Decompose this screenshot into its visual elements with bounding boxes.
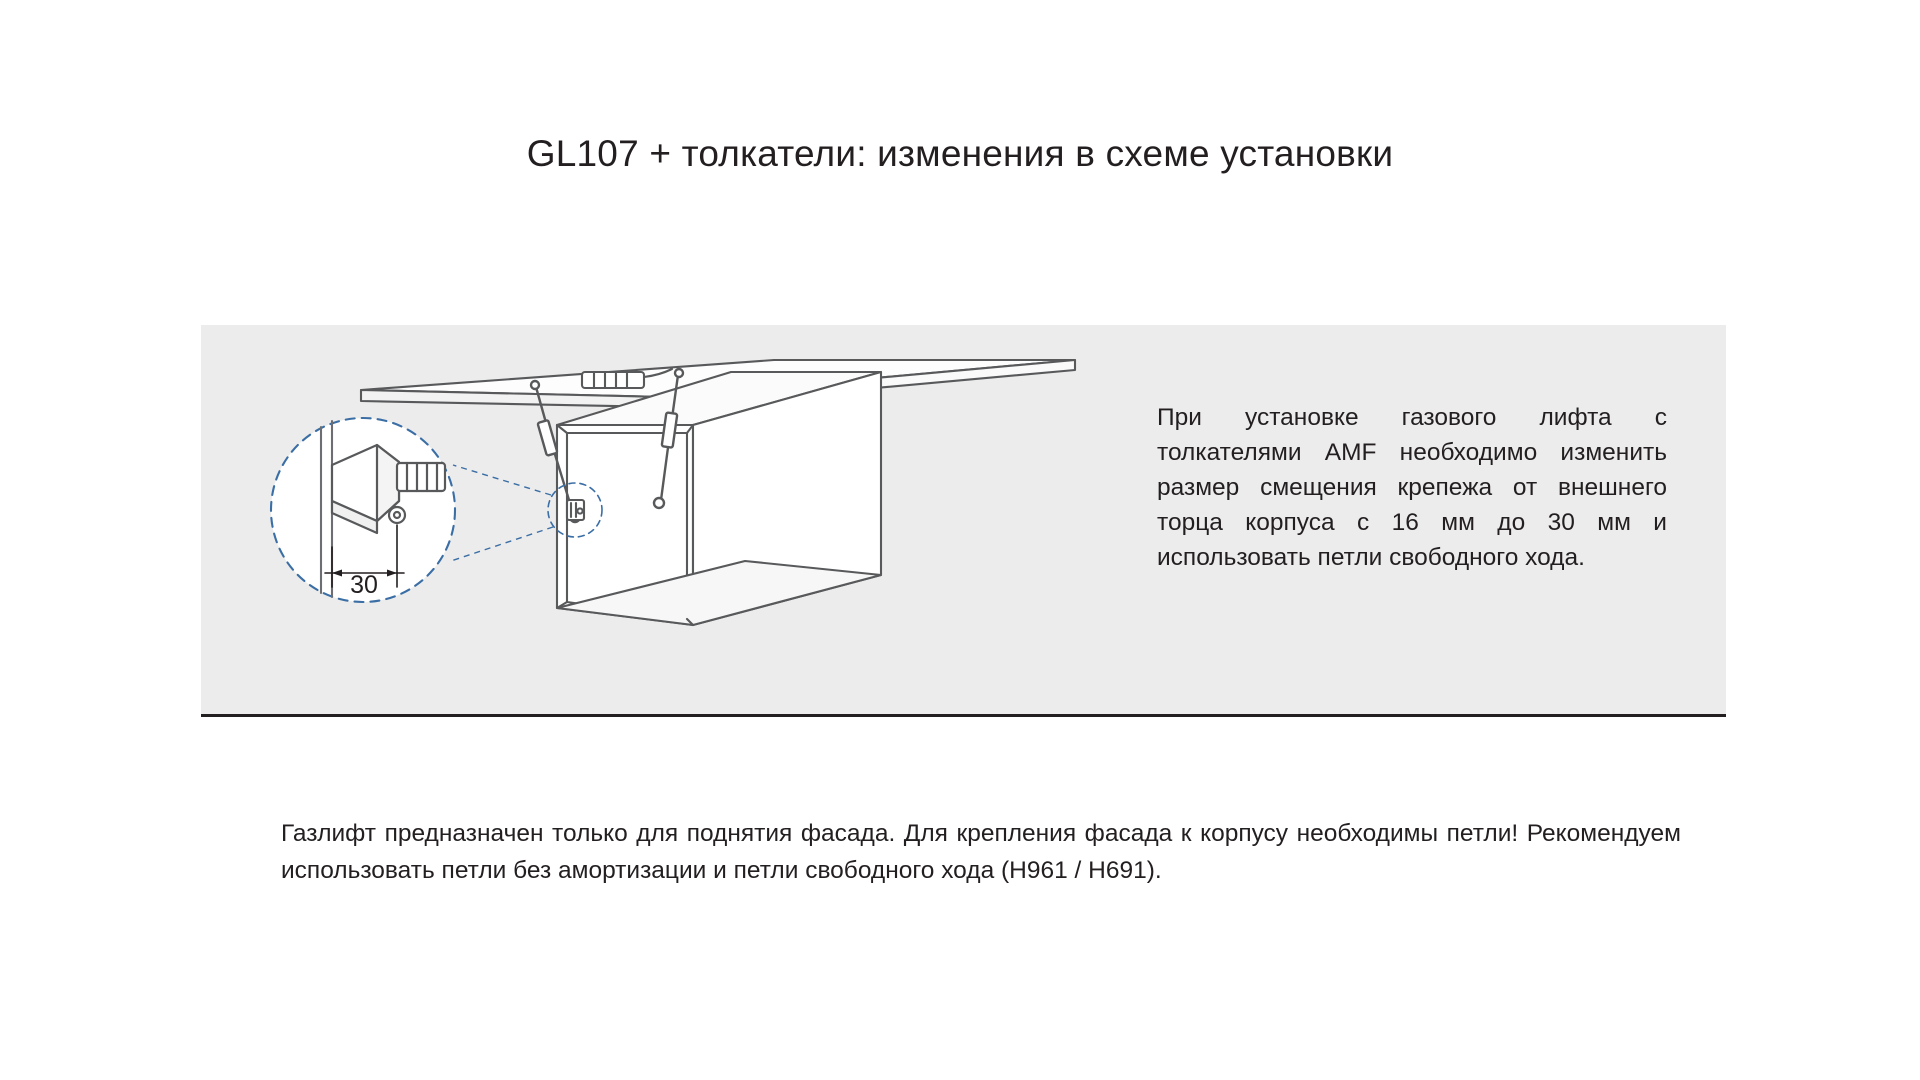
cabinet-diagram [201,325,1151,714]
dimension-label-30: 30 [350,571,378,599]
callout-leader-lines [451,465,553,561]
panel-bottom-rule [201,714,1726,717]
cabinet-carcass [557,372,881,625]
mounting-bracket-small [567,500,584,520]
page-title: GL107 + толкатели: изменения в схеме установки [526,133,1394,174]
bottom-note-text: Газлифт предназначен только для поднятия фасада. Для крепления фасада к корпусу необходимы петли! Рекомендуем использовать петли без амортизации и петли свободного хода (H961 / H691). [281,820,1681,884]
panel-note-text: При установке газового лифта с толкателями AMF необходимо изменить размер смещения крепежа от внешнего торца корпуса с 16 мм до 30 мм и использовать петли свободного хода. [1157,404,1667,571]
